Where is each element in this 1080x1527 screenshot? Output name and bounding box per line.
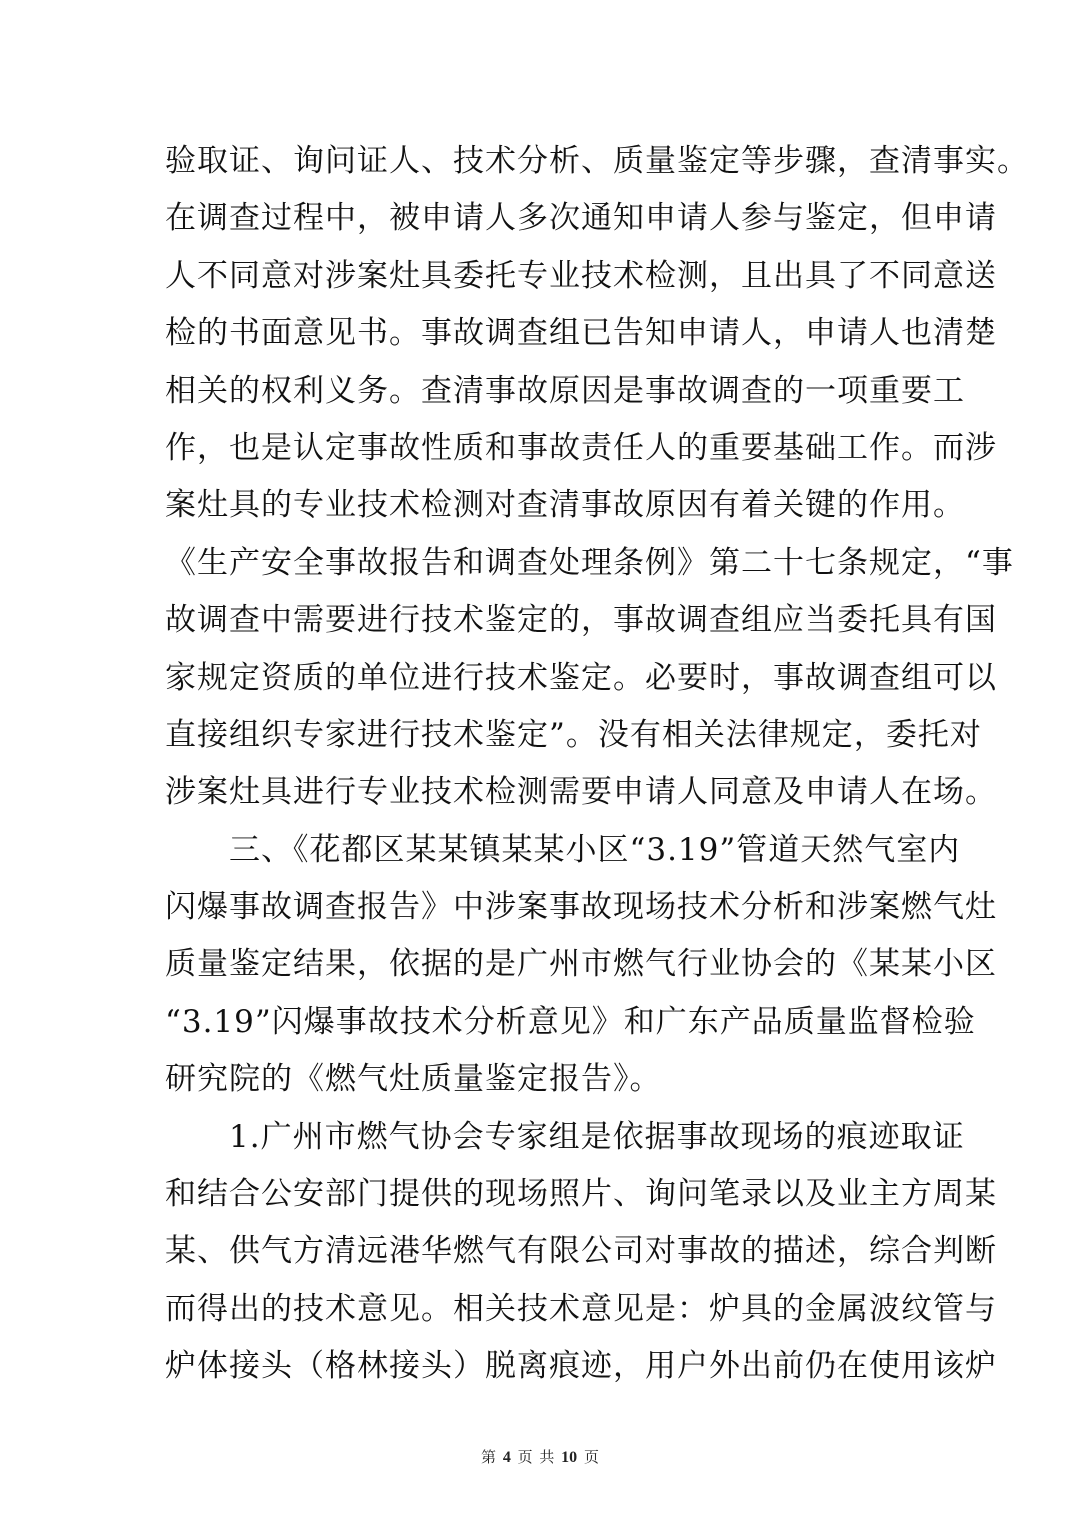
text-line: 故调查中需要进行技术鉴定的，事故调查组应当委托具有国 [165,602,997,639]
text-line: 1.广州市燃气协会专家组是依据事故现场的痕迹取证 [165,1118,965,1155]
text-line: 研究院的《燃气灶质量鉴定报告》。 [165,1061,662,1098]
text-line: 直接组织专家进行技术鉴定”。没有相关法律规定，委托对 [165,716,982,753]
text-line: 《生产安全事故报告和调查处理条例》第二十七条规定，“事 [165,544,1014,581]
text-line: “3.19”闪爆事故技术分析意见》和广东产品质量监督检验 [165,1003,976,1040]
text-line: 三、《花都区某某镇某某小区“3.19”管道天然气室内 [165,831,961,868]
text-line: 人不同意对涉案灶具委托专业技术检测，且出具了不同意送 [165,257,997,294]
body-text [165,133,1029,1396]
page-number: 4 [502,1449,511,1466]
text-line: 案灶具的专业技术检测对查清事故原因有着关键的作用。 [165,487,965,524]
text-line: 家规定资质的单位进行技术鉴定。必要时，事故调查组可以 [165,659,997,696]
text-line: 炉体接头（格林接头）脱离痕迹，用户外出前仍在使用该炉 [165,1348,997,1385]
page-footer [0,1447,1080,1468]
footer-suffix: 页 [583,1448,599,1466]
text-line: 质量鉴定结果，依据的是广州市燃气行业协会的《某某小区 [165,946,997,983]
text-line: 检的书面意见书。事故调查组已告知申请人，申请人也清楚 [165,315,997,352]
footer-middle: 页 共 [517,1448,555,1466]
text-line: 而得出的技术意见。相关技术意见是：炉具的金属波纹管与 [165,1290,997,1327]
total-pages: 10 [561,1449,578,1466]
text-line: 作，也是认定事故性质和事故责任人的重要基础工作。而涉 [165,429,997,466]
text-line: 验取证、询问证人、技术分析、质量鉴定等步骤，查清事实。 [165,143,1029,179]
text-line: 闪爆事故调查报告》中涉案事故现场技术分析和涉案燃气灶 [165,889,997,926]
text-line: 涉案灶具进行专业技术检测需要申请人同意及申请人在场。 [165,774,997,811]
text-line: 和结合公安部门提供的现场照片、询问笔录以及业主方周某 [165,1176,997,1213]
footer-prefix: 第 [481,1448,497,1466]
text-line: 在调查过程中，被申请人多次通知申请人参与鉴定，但申请 [165,200,997,237]
text-line: 相关的权利义务。查清事故原因是事故调查的一项重要工 [165,372,965,409]
text-line: 某、供气方清远港华燃气有限公司对事故的描述，综合判断 [165,1233,997,1270]
